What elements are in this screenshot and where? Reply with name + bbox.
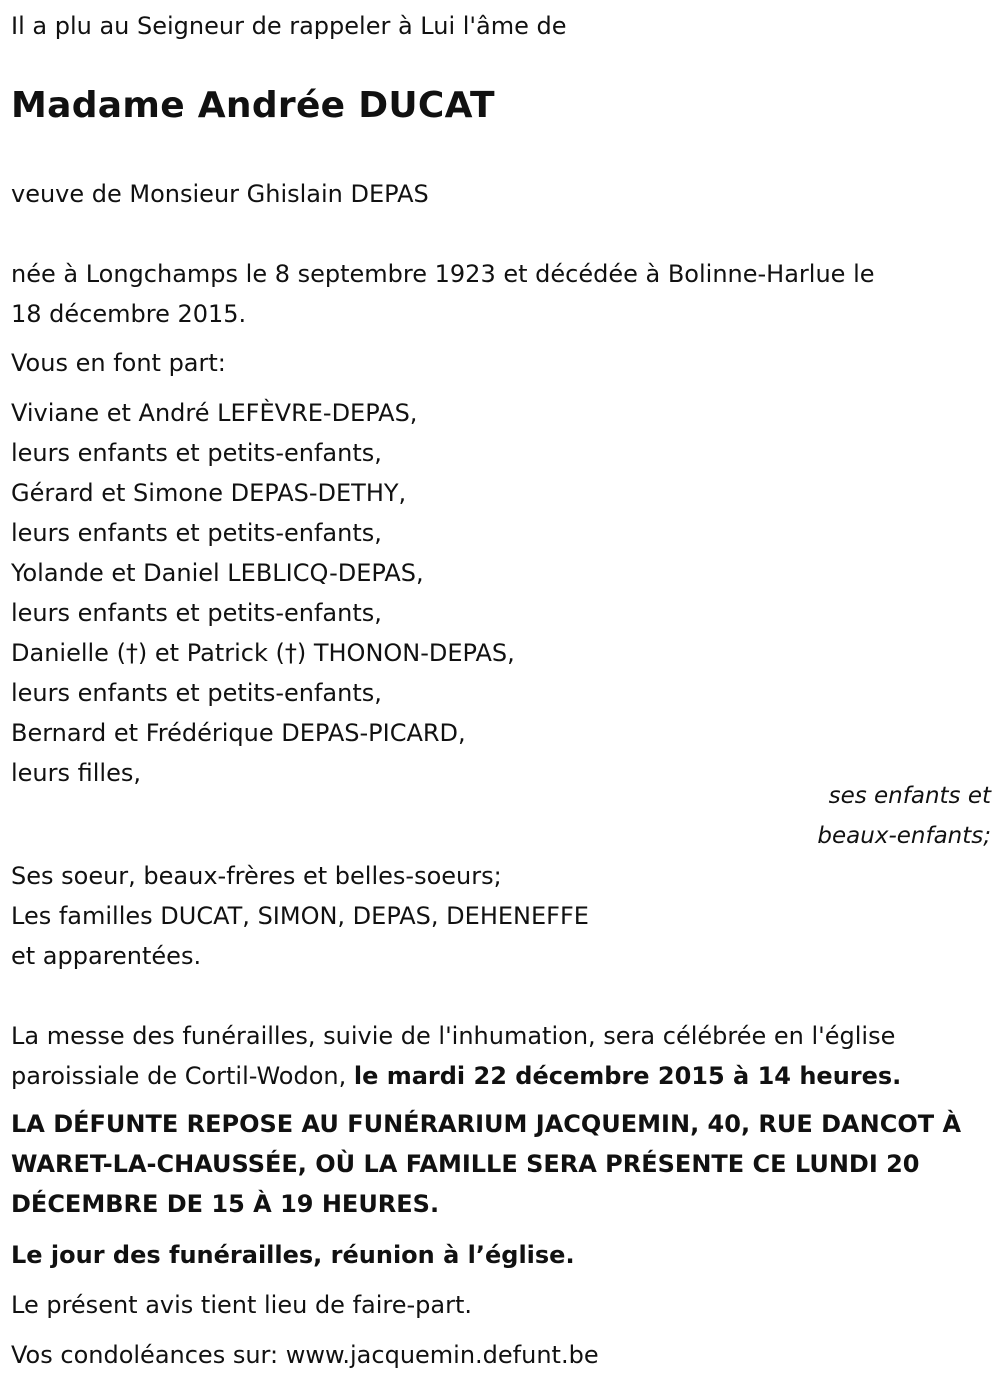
relatives-line: et apparentées.	[11, 942, 202, 970]
meeting-text: Le jour des funérailles, réunion à l’église.	[11, 1241, 575, 1269]
birth-death-line: 18 décembre 2015.	[11, 300, 247, 328]
family-line: leurs filles,	[11, 759, 141, 787]
family-line: leurs enfants et petits-enfants,	[11, 439, 382, 467]
mass-datetime: le mardi 22 décembre 2015 à 14 heures.	[353, 1062, 902, 1090]
birth-death-block	[11, 254, 875, 334]
mass-line	[11, 1056, 901, 1096]
relatives-block	[11, 856, 589, 976]
notice-text: Le présent avis tient lieu de faire-part.	[11, 1291, 473, 1319]
funeral-home-line: DÉCEMBRE DE 15 À 19 HEURES.	[11, 1190, 440, 1218]
family-line: Viviane et André LEFÈVRE-DEPAS,	[11, 399, 418, 427]
widow-of-text: veuve de Monsieur Ghislain DEPAS	[11, 180, 429, 208]
family-line: Danielle (†) et Patrick (†) THONON-DEPAS,	[11, 639, 515, 667]
family-list	[11, 393, 515, 793]
family-line: Yolande et Daniel LEBLICQ-DEPAS,	[11, 559, 424, 587]
funeral-mass-block	[11, 1016, 901, 1096]
relatives-line: Ses soeur, beaux-frères et belles-soeurs;	[11, 862, 502, 890]
relatives-line: Les familles DUCAT, SIMON, DEPAS, DEHENEFFE	[11, 902, 589, 930]
funeral-home-block	[11, 1104, 986, 1224]
children-label-line: ses enfants et	[828, 783, 991, 809]
family-line: leurs enfants et petits-enfants,	[11, 599, 382, 627]
deceased-name: Madame Andrée DUCAT	[11, 85, 495, 126]
family-line: Gérard et Simone DEPAS-DETHY,	[11, 479, 407, 507]
mass-location: paroissiale de Cortil-Wodon,	[11, 1062, 354, 1090]
condolences-text: Vos condoléances sur: www.jacquemin.defunt.be	[11, 1341, 599, 1369]
mass-line: La messe des funérailles, suivie de l'inhumation, sera célébrée en l'église	[11, 1022, 896, 1050]
funeral-home-line: WARET-LA-CHAUSSÉE, OÙ LA FAMILLE SERA PRÉSENTE CE LUNDI 20	[11, 1150, 920, 1178]
family-line: leurs enfants et petits-enfants,	[11, 679, 382, 707]
children-label-line: beaux-enfants;	[817, 823, 991, 849]
family-line: Bernard et Frédérique DEPAS-PICARD,	[11, 719, 466, 747]
announcement-intro: Vous en font part:	[11, 349, 226, 377]
funeral-home-line: LA DÉFUNTE REPOSE AU FUNÉRARIUM JACQUEMIN, 40, RUE DANCOT À	[11, 1110, 962, 1138]
children-label	[817, 776, 991, 856]
intro-text: Il a plu au Seigneur de rappeler à Lui l'âme de	[11, 12, 567, 40]
birth-death-line: née à Longchamps le 8 septembre 1923 et décédée à Bolinne-Harlue le	[11, 260, 875, 288]
family-line: leurs enfants et petits-enfants,	[11, 519, 382, 547]
